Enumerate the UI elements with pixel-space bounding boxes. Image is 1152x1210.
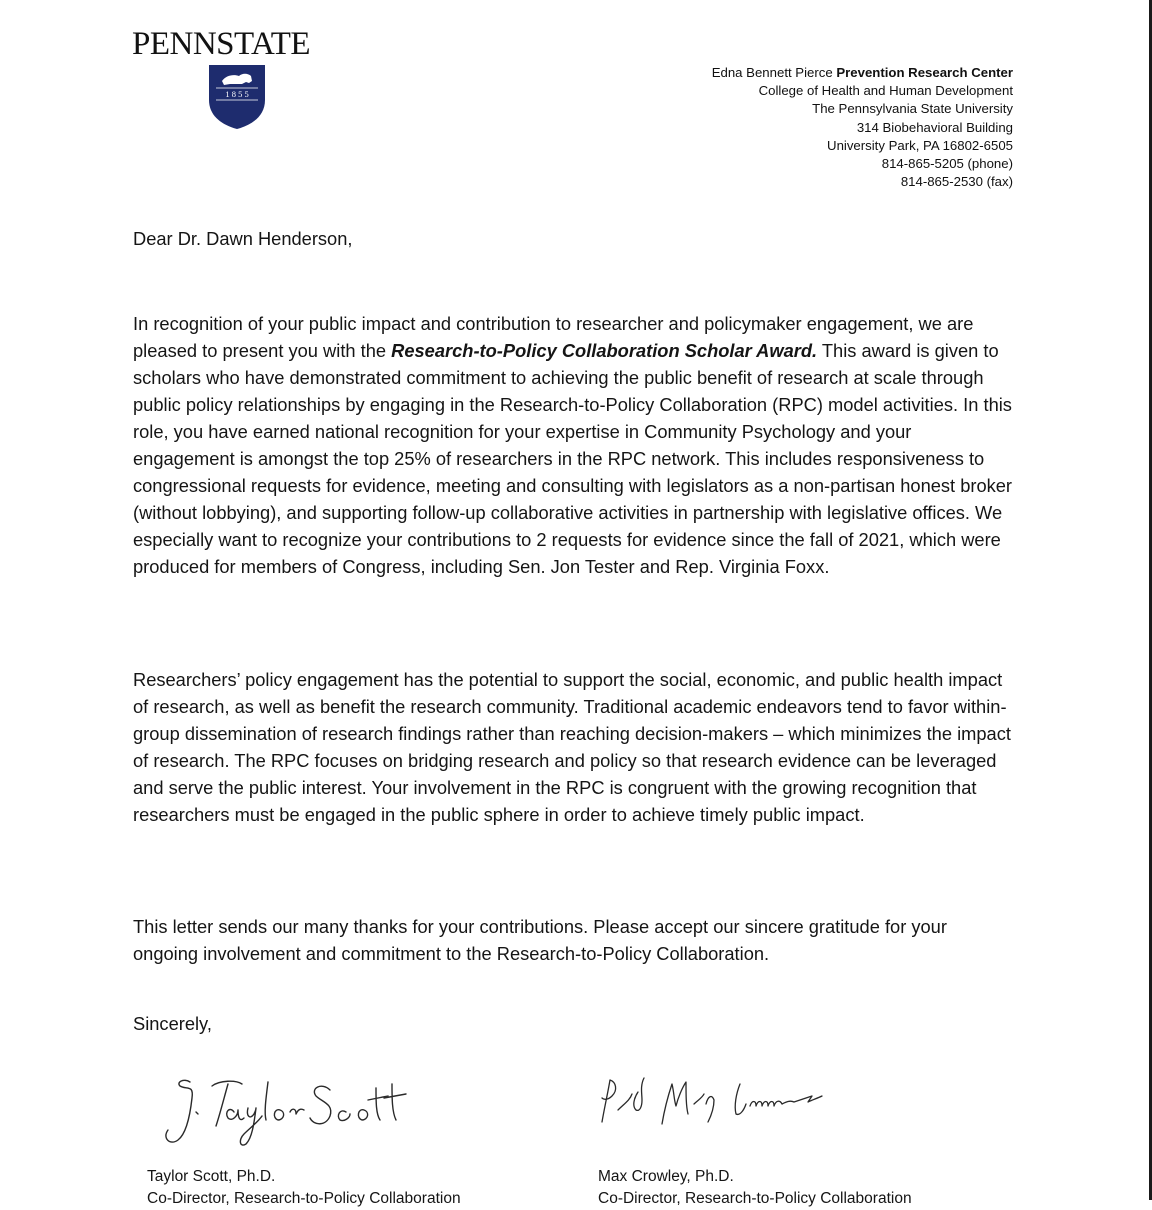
city-line: University Park, PA 16802-6505 — [827, 137, 1013, 153]
paragraph-1 — [133, 310, 1013, 580]
signatory-name: Taylor Scott, Ph.D. — [147, 1168, 276, 1185]
paragraph-2 — [133, 666, 1013, 828]
pennstate-shield-logo — [208, 64, 266, 130]
paragraph-1-after: This award is given to scholars who have demonstrated commitment to achieving the public benefit of research at scale through public policy relationships by engaging in the Research-to-Policy Collaboration (RPC) model activities. In this role, you have earned national recognition for your expertise in Community Psychology and your engagement is amongst the top 25% of researchers in the RPC network. This includes responsiveness to congressional requests for evidence, meeting and consulting with legislators as a non-partisan honest broker (without lobbying), and supporting follow-up collaborative activities in partnership with legislative offices. We especially want to recognize your contributions to 2 requests for evidence since the fall of 2021, which were produced for members of Congress, including Sen. Jon Tester and Rep. Virginia Foxx. — [133, 340, 1013, 577]
signatory-title: Co-Director, Research-to-Policy Collaboration — [598, 1190, 912, 1207]
closing-text: Sincerely, — [133, 1013, 212, 1034]
paragraph-1-text — [133, 310, 1013, 580]
paragraph-3 — [133, 913, 1013, 967]
center-name: Prevention Research Center — [836, 65, 1013, 80]
closing — [133, 1010, 1013, 1037]
paragraph-2-text: Researchers’ policy engagement has the potential to support the social, economic, and public health impact of research, as well as benefit the research community. Traditional academic endeavors tend to favor within-group dissemination of research findings rather than reaching decision-makers – which minimizes the impact of research. The RPC focuses on bridging research and policy so that research evidence can be leveraged and serve the public interest. Your involvement in the RPC is congruent with the growing recognition that researchers must be engaged in the public sphere in order to achieve timely public impact. — [133, 669, 1011, 825]
signatory-name: Max Crowley, Ph.D. — [598, 1168, 734, 1185]
signatory-taylor-scott — [147, 1166, 461, 1210]
paragraph-1-before: In recognition of your public impact and contribution to researcher and policymaker engagement, we are pleased to present you with the — [133, 313, 974, 361]
pennstate-wordmark: PENNSTATE — [132, 26, 311, 62]
award-name: Research-to-Policy Collaboration Scholar Award. — [391, 340, 818, 361]
signatory-max-crowley — [598, 1166, 912, 1210]
signatory-title: Co-Director, Research-to-Policy Collaboration — [147, 1190, 461, 1207]
center-prefix: Edna Bennett Pierce — [711, 65, 837, 80]
shield-year: 1 8 5 5 — [225, 89, 249, 99]
fax-line: 814-865-2530 (fax) — [900, 174, 1013, 190]
phone-line: 814-865-5205 (phone) — [881, 156, 1013, 172]
university-line: The Pennsylvania State University — [812, 101, 1013, 117]
paragraph-3-text: This letter sends our many thanks for your contributions. Please accept our sincere gratitude for your ongoing involvement and commitment to the Research-to-Policy Collaboration. — [133, 916, 947, 964]
letterhead-address — [712, 64, 1013, 191]
building-line: 314 Biobehavioral Building — [856, 119, 1013, 135]
college-line: College of Health and Human Development — [758, 83, 1013, 99]
greeting-text: Dear Dr. Dawn Henderson, — [133, 228, 353, 249]
signature-taylor-scott — [150, 1068, 410, 1158]
signature-max-crowley — [590, 1070, 830, 1140]
greeting — [133, 225, 1013, 252]
center-name-line — [712, 64, 1013, 82]
